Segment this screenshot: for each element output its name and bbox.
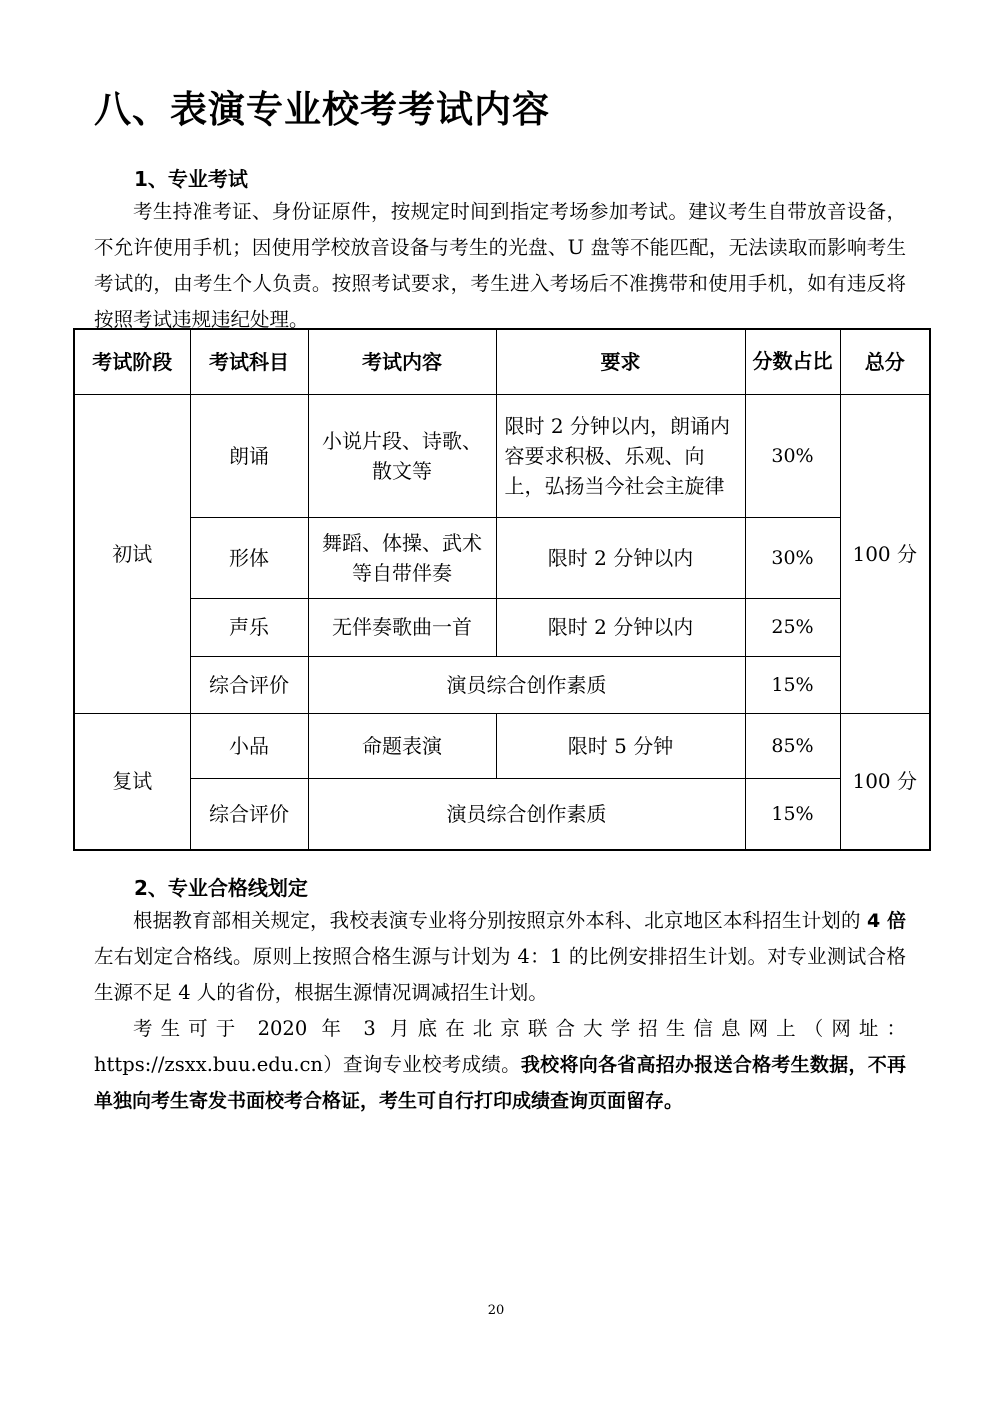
requirement-cell: 限时 5 分钟 [496, 713, 745, 778]
table-header-row [74, 329, 930, 394]
section-1-heading: 1、专业考试 [134, 167, 248, 191]
header-stage: 考试阶段 [74, 329, 190, 394]
header-total: 总分 [840, 329, 930, 394]
exam-content-table [73, 328, 931, 851]
share-cell: 30% [745, 517, 840, 598]
table-row [74, 778, 930, 850]
subject-cell: 小品 [190, 713, 308, 778]
paragraph-text: 左右划定合格线。原则上按照合格生源与计划为 4：1 的比例安排招生计划。对专业测试合格生源不足 4 人的省份，根据生源情况调减招生计划。 [94, 945, 906, 1004]
share-cell: 15% [745, 656, 840, 713]
table-row [74, 394, 930, 517]
total-cell: 100 分 [840, 713, 930, 850]
paragraph-text: 根据教育部相关规定，我校表演专业将分别按照京外本科、北京地区本科招生计划的 [133, 909, 867, 932]
table-row [74, 656, 930, 713]
subject-cell: 综合评价 [190, 656, 308, 713]
requirement-cell: 限时 2 分钟以内，朗诵内容要求积极、乐观、向上，弘扬当今社会主旋律 [496, 394, 745, 517]
header-subject: 考试科目 [190, 329, 308, 394]
content-cell: 命题表演 [308, 713, 496, 778]
header-requirement: 要求 [496, 329, 745, 394]
table-row [74, 517, 930, 598]
subject-cell: 朗诵 [190, 394, 308, 517]
table-row [74, 713, 930, 778]
subject-cell: 综合评价 [190, 778, 308, 850]
header-share: 分数占比 [745, 329, 840, 394]
merged-content-cell: 演员综合创作素质 [308, 778, 745, 850]
emphasis-text: 4 倍 [867, 910, 907, 932]
subject-cell: 声乐 [190, 598, 308, 656]
table-row [74, 598, 930, 656]
emphasis-text: 我校将向各省高招办报送合格考生数据，不再单独向考生寄发书面校考合格证，考生可自行打印成绩查询页面留存。 [94, 1054, 906, 1112]
section-1-paragraph: 考生持准考证、身份证原件，按规定时间到指定考场参加考试。建议考生自带放音设备，不允许使用手机；因使用学校放音设备与考生的光盘、U 盘等不能匹配，无法读取而影响考生考试的，由考生个人负责。按照考试要求，考生进入考场后不准携带和使用手机，如有违反将按照考试违规违纪处理。 [94, 200, 906, 331]
header-content: 考试内容 [308, 329, 496, 394]
section-2-paragraph-1 [94, 903, 906, 1011]
stage-cell: 复试 [74, 713, 190, 850]
total-cell: 100 分 [840, 394, 930, 713]
section-2-paragraph-2 [94, 1011, 906, 1119]
stage-cell: 初试 [74, 394, 190, 713]
share-cell: 25% [745, 598, 840, 656]
content-cell: 无伴奏歌曲一首 [308, 598, 496, 656]
paragraph-text: 考生可于 2020 年 3 月底在北京联合大学招生信息网上（网址：https://zsxx.buu.edu.cn）查询专业校考成绩。 [94, 1017, 906, 1076]
share-cell: 85% [745, 713, 840, 778]
requirement-cell: 限时 2 分钟以内 [496, 517, 745, 598]
content-cell: 舞蹈、体操、武术等自带伴奏 [308, 517, 496, 598]
share-cell: 15% [745, 778, 840, 850]
share-cell: 30% [745, 394, 840, 517]
requirement-cell: 限时 2 分钟以内 [496, 598, 745, 656]
page-number: 20 [487, 1303, 505, 1318]
subject-cell: 形体 [190, 517, 308, 598]
merged-content-cell: 演员综合创作素质 [308, 656, 745, 713]
page-title: 八、表演专业校考考试内容 [94, 88, 550, 131]
section-2-heading: 2、专业合格线划定 [134, 876, 308, 900]
content-cell: 小说片段、诗歌、散文等 [308, 394, 496, 517]
